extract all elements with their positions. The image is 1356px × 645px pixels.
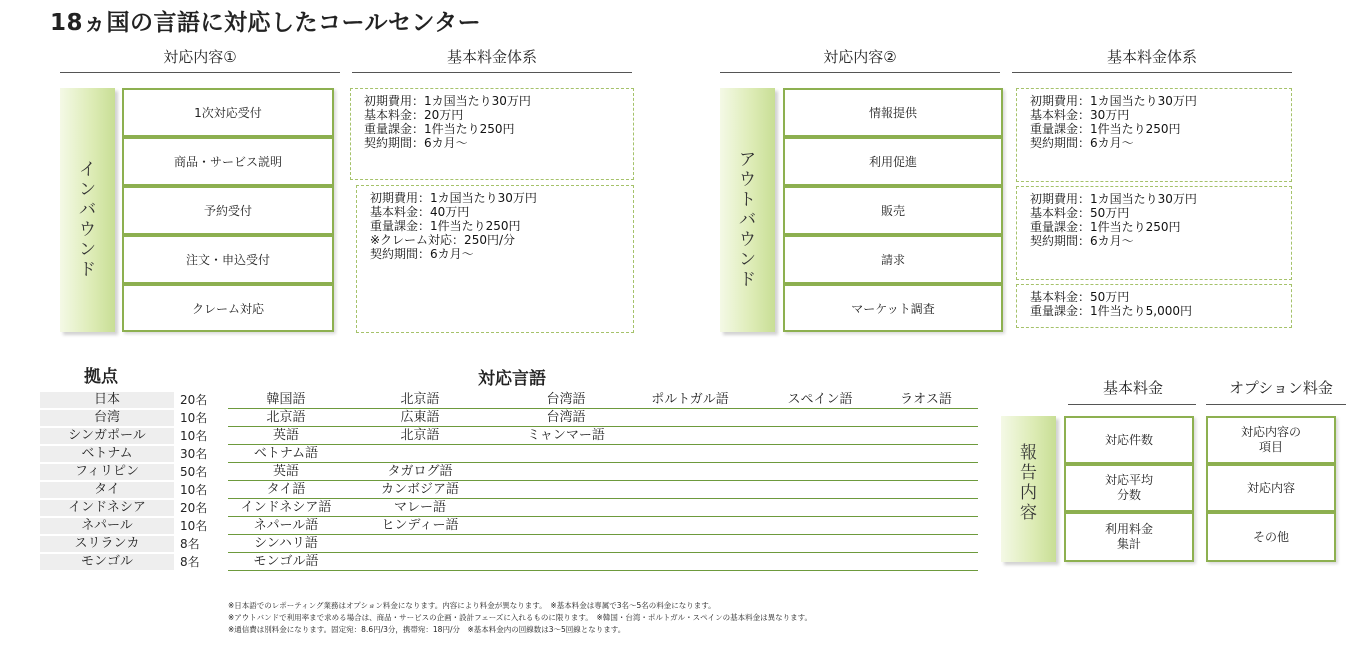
base-name: 日本 [40, 392, 174, 408]
language-row [228, 481, 978, 499]
divider [1012, 72, 1292, 73]
divider [1206, 404, 1346, 405]
fee-line: 重量課金：1件当たり250円 [364, 122, 515, 136]
language-label: ポルトガル語 [651, 392, 729, 407]
divider [352, 72, 632, 73]
language-row [228, 391, 978, 409]
option-fee-header: オプション料金 [1229, 379, 1333, 397]
fee-line: 初期費用：1カ国当たり30万円 [370, 191, 537, 205]
base-staff-count: 20名 [180, 501, 208, 515]
report-option-item: その他 [1206, 512, 1336, 562]
base-staff-count: 10名 [180, 483, 208, 497]
fee-line: 基本料金：30万円 [1030, 108, 1130, 122]
divider [720, 72, 1000, 73]
fee-line: 基本料金：50万円 [1030, 290, 1130, 304]
language-row [228, 499, 978, 517]
inbound-item: 商品・サービス説明 [122, 137, 334, 186]
fee-line: 初期費用：1カ国当たり30万円 [1030, 94, 1197, 108]
language-label: ミャンマー語 [527, 428, 605, 443]
bases-header: 拠点 [84, 367, 118, 387]
inbound-item: 注文・申込受付 [122, 235, 334, 284]
fee-line: 契約期間：6カ月～ [370, 247, 474, 261]
language-label: ヒンディー語 [381, 518, 459, 533]
language-label: マレー語 [393, 500, 446, 515]
fee-line: 契約期間：6カ月～ [1030, 234, 1134, 248]
language-label: ネパール語 [253, 518, 319, 533]
languages-header: 対応言語 [478, 369, 546, 389]
report-basic-item: 対応平均 分数 [1064, 464, 1194, 512]
fee-line: 基本料金：50万円 [1030, 206, 1130, 220]
outbound-item: マーケット調査 [783, 284, 1003, 332]
language-row [228, 535, 978, 553]
language-label: 台湾語 [546, 410, 586, 425]
language-label: 広東語 [400, 410, 440, 425]
outbound-fee-box-3 [1016, 284, 1292, 328]
language-row [228, 463, 978, 481]
fee-line: 重量課金：1件当たり250円 [370, 219, 521, 233]
base-name: インドネシア [40, 500, 174, 516]
base-staff-count: 8名 [180, 555, 200, 569]
base-staff-count: 10名 [180, 519, 208, 533]
language-label: ベトナム語 [253, 446, 319, 461]
outbound-label: ア ウ ト バ ウ ン ド [739, 150, 756, 290]
report-basic-item: 対応件数 [1064, 416, 1194, 464]
report-label: 報 告 内 容 [1020, 443, 1037, 523]
outbound-item: 利用促進 [783, 137, 1003, 186]
footnote: ※日本語でのレポーティング業務はオプション料金になります。内容により料金が異なります。 ※基本料金は専属で3名～5名の料金になります。 [228, 601, 716, 610]
language-row [228, 517, 978, 535]
base-staff-count: 10名 [180, 411, 208, 425]
fee-line: 初期費用：1カ国当たり30万円 [1030, 192, 1197, 206]
base-name: フィリピン [40, 464, 174, 480]
fee-line: 重量課金：1件当たり5,000円 [1030, 304, 1192, 318]
right-fee-header: 基本料金体系 [1106, 48, 1197, 66]
language-label: 北京語 [400, 428, 440, 443]
divider [60, 72, 340, 73]
base-name: ネパール [40, 518, 174, 534]
report-basic-item: 利用料金 集計 [1064, 512, 1194, 562]
fee-line: 重量課金：1件当たり250円 [1030, 122, 1181, 136]
report-option-item: 対応内容 [1206, 464, 1336, 512]
basic-fee-header: 基本料金 [1102, 379, 1163, 397]
inbound-item: 1次対応受付 [122, 88, 334, 137]
fee-line: 契約期間：6カ月～ [1030, 136, 1134, 150]
outbound-item: 販売 [783, 186, 1003, 235]
inbound-label-bar [60, 88, 115, 332]
fee-line: 契約期間：6カ月～ [364, 136, 468, 150]
outbound-item: 情報提供 [783, 88, 1003, 137]
base-name: シンガポール [40, 428, 174, 444]
inbound-fee-box-2 [356, 185, 634, 333]
fee-line: 基本料金：20万円 [364, 108, 464, 122]
outbound-item: 請求 [783, 235, 1003, 284]
fee-line: ※クレーム対応：250円/分 [370, 233, 516, 247]
left-content-header: 対応内容① [163, 48, 237, 66]
language-label: カンボジア語 [380, 482, 459, 497]
base-name: スリランカ [40, 536, 174, 552]
fee-line: 基本料金：40万円 [370, 205, 470, 219]
footnote: ※アウトバンドで利用率まで求める場合は、商品・サービスの企画・設計フェーズに入れるものに限ります。 ※韓国・台湾・ポルトガル・スペインの基本料金は異なります。 [228, 613, 812, 622]
base-staff-count: 30名 [180, 447, 208, 461]
language-label: 英語 [272, 428, 299, 443]
language-label: シンハリ語 [254, 536, 318, 551]
language-label: タイ語 [266, 482, 306, 497]
language-label: インドネシア語 [240, 500, 332, 515]
language-row [228, 427, 978, 445]
base-staff-count: 8名 [180, 537, 200, 551]
base-name: モンゴル [40, 554, 174, 570]
right-content-header: 対応内容② [823, 48, 897, 66]
language-label: 英語 [272, 464, 299, 479]
page-title: 18ヵ国の言語に対応したコールセンター [50, 10, 482, 36]
footnote: ※通信費は別料金になります。固定宛：8.6円/3分，携帯宛：18円/分 ※基本料金内の回線数は3～5回線となります。 [228, 625, 626, 634]
language-label: スペイン語 [787, 392, 853, 407]
outbound-label-bar [720, 88, 775, 332]
fee-line: 初期費用：1カ国当たり30万円 [364, 94, 531, 108]
fee-line: 重量課金：1件当たり250円 [1030, 220, 1181, 234]
base-name: タイ [40, 482, 174, 498]
language-row [228, 445, 978, 463]
language-label: タガログ語 [387, 464, 453, 479]
outbound-fee-box-2 [1016, 186, 1292, 280]
language-label: モンゴル語 [253, 554, 319, 569]
base-staff-count: 10名 [180, 429, 208, 443]
inbound-fee-box-1 [350, 88, 634, 180]
language-label: 北京語 [266, 410, 306, 425]
language-label: 韓国語 [266, 392, 306, 407]
inbound-item: クレーム対応 [122, 284, 334, 332]
left-fee-header: 基本料金体系 [446, 48, 537, 66]
language-row [228, 553, 978, 571]
outbound-fee-box-1 [1016, 88, 1292, 182]
base-staff-count: 20名 [180, 393, 208, 407]
language-label: ラオス語 [900, 392, 952, 407]
base-name: 台湾 [40, 410, 174, 426]
report-label-bar [1001, 416, 1056, 562]
inbound-label: イ ン バ ウ ン ド [79, 160, 96, 280]
inbound-item: 予約受付 [122, 186, 334, 235]
language-label: 北京語 [400, 392, 440, 407]
base-staff-count: 50名 [180, 465, 208, 479]
language-label: 台湾語 [546, 392, 586, 407]
language-row [228, 409, 978, 427]
divider [1068, 404, 1196, 405]
report-option-item: 対応内容の 項目 [1206, 416, 1336, 464]
base-name: ベトナム [40, 446, 174, 462]
